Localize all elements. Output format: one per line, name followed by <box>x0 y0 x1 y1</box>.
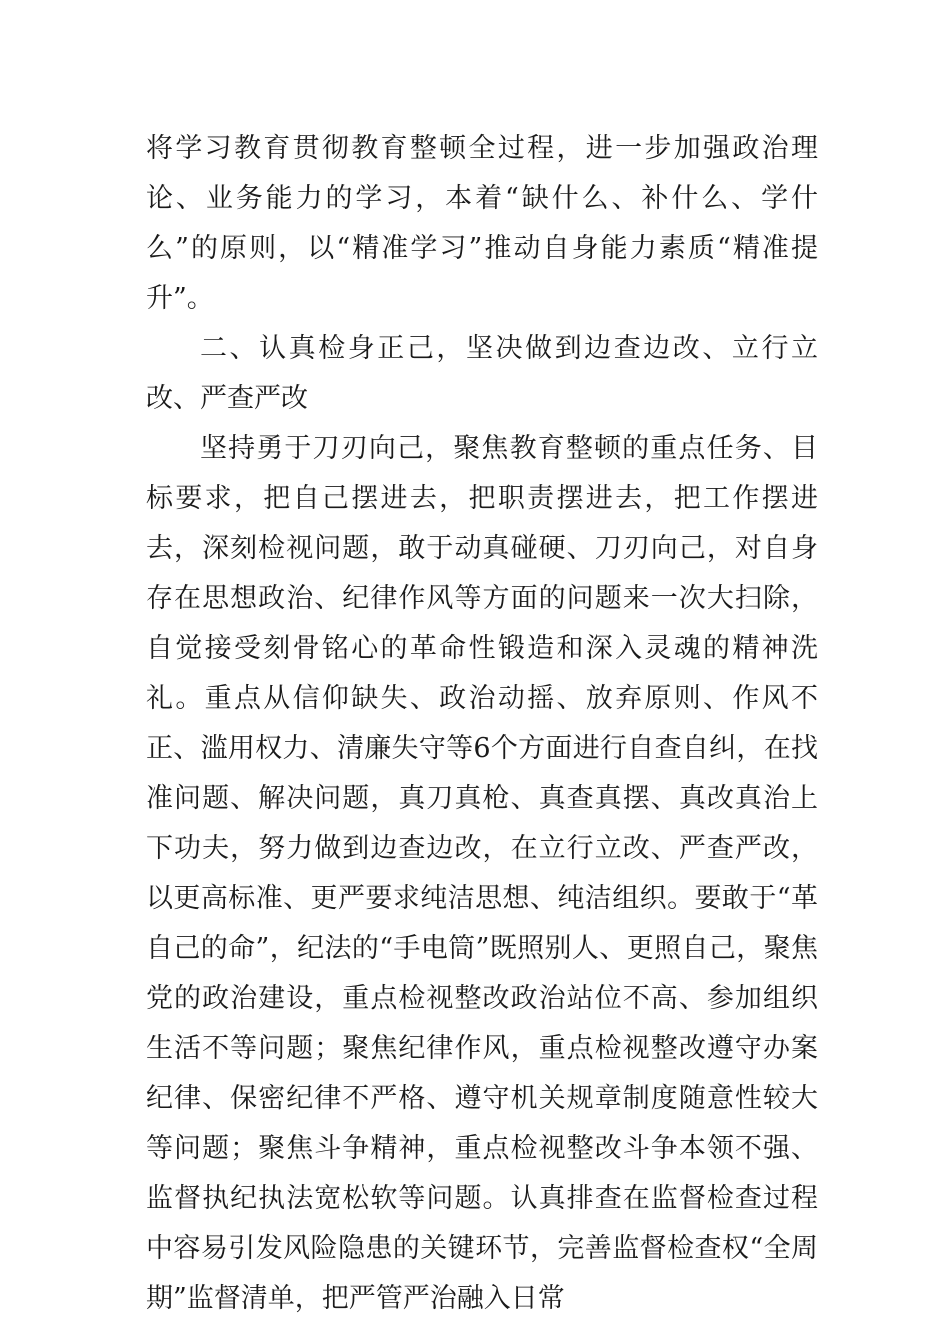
paragraph-self-examination: 坚持勇于刀刃向己，聚焦教育整顿的重点任务、目标要求，把自己摆进去，把职责摆进去，把工作摆进去，深刻检视问题，敢于动真碰硬、刀刃向己，对自身存在思想政治、纪律作风等方面的问题来一次大扫除，自觉接受刻骨铭心的革命性锻造和深入灵魂的精神洗礼。重点从信仰缺失、政治动摇、放弃原则、作风不正、滥用权力、清廉失守等6个方面进行自查自纠，在找准问题、解决问题，真刀真枪、真查真摆、真改真治上下功夫，努力做到边查边改，在立行立改、严查严改，以更高标准、更严要求纯洁思想、纯洁组织。要敢于“革自己的命”，纪法的“手电筒”既照别人、更照自己，聚焦党的政治建设，重点检视整改政治站位不高、参加组织生活不等问题；聚焦纪律作风，重点检视整改遵守办案纪律、保密纪律不严格、遵守机关规章制度随意性较大等问题；聚焦斗争精神，重点检视整改斗争本领不强、监督执纪执法宽松软等问题。认真排查在监督检查过程中容易引发风险隐患的关键环节，完善监督检查权“全周期”监督清单，把严管严治融入日常 <box>146 433 818 1314</box>
paragraph-study: 将学习教育贯彻教育整顿全过程，进一步加强政治理论、业务能力的学习，本着“缺什么、补什么、学什么”的原则，以“精准学习”推动自身能力素质“精准提升”。 <box>146 133 818 314</box>
body-text <box>146 124 818 1324</box>
section-heading-two: 二、认真检身正己，坚决做到边查边改、立行立改、严查严改 <box>146 333 818 414</box>
